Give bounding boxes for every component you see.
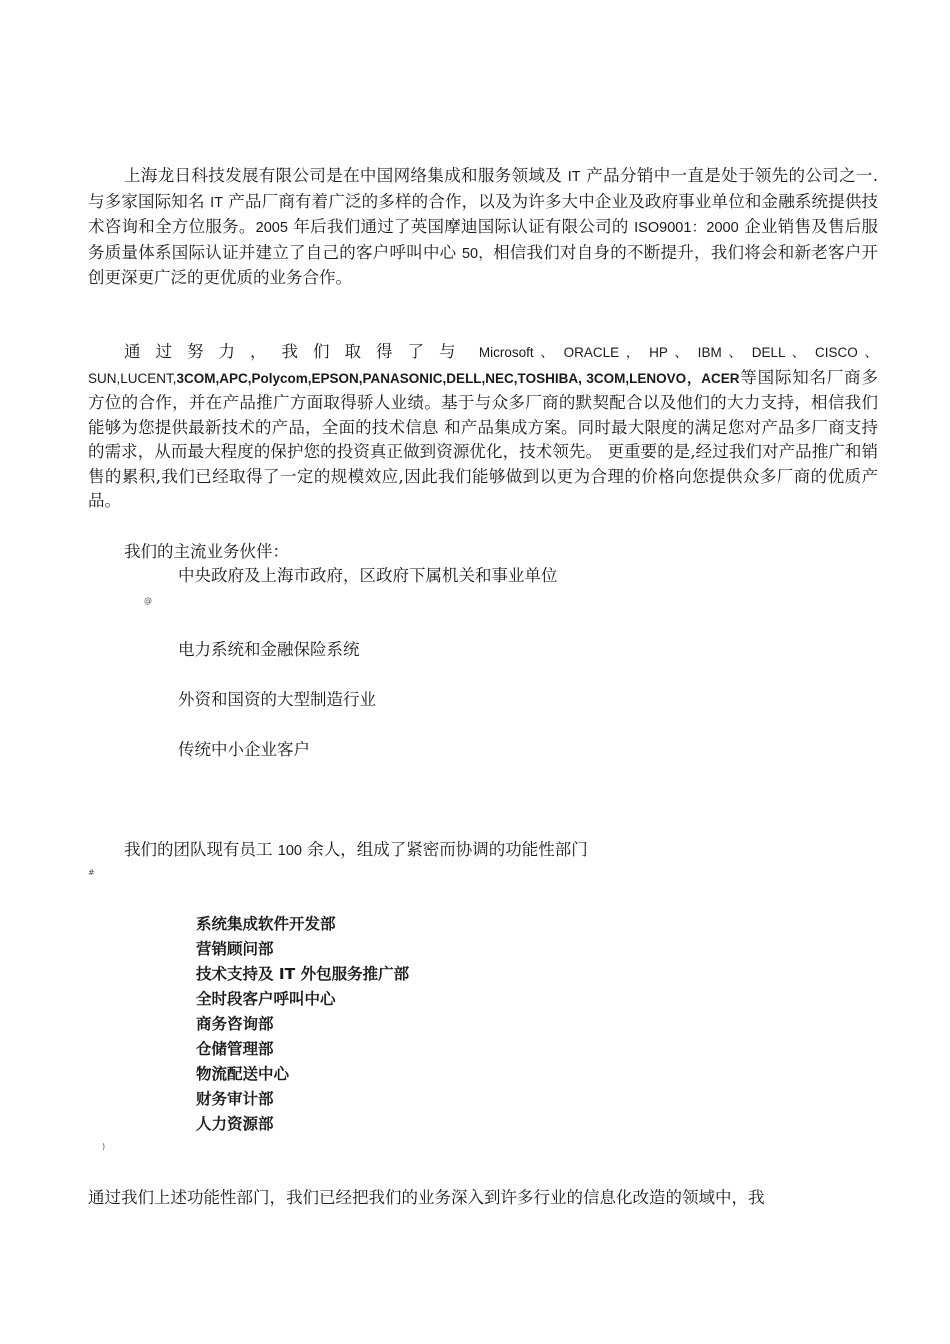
department-item: 技术支持及 IT 外包服务推广部 [196,965,410,983]
stray-mark: # [88,868,95,877]
department-item: 物流配送中心 [196,1065,290,1083]
department-item: 系统集成软件开发部 [196,915,336,933]
partners-paragraph [88,340,878,514]
mainstream-heading: 我们的主流业务伙伴： [124,542,289,561]
intro-it-2: IT [210,194,223,211]
intro-text-4: 年后我们通过了英国摩迪国际认证有限公司的 [293,217,629,236]
team-text-2: 余人，组成了紧密而协调的功能性部门 [307,840,588,859]
partner-item: 传统中小企业客户 [178,740,310,759]
intro-number: 50， [461,245,494,262]
intro-text-6: 相信我们对自身的不断提升，我们将会和新老客户开创更深更广泛的更优质的业务合作。 [88,242,878,287]
department-item: 仓储管理部 [196,1040,274,1058]
department-item: 人力资源部 [196,1115,274,1133]
department-item: 全时段客户呼叫中心 [196,990,336,1008]
team-line [124,838,588,863]
intro-iso: ISO9001：2000 [634,220,739,236]
stray-mark: ) [102,1142,106,1151]
team-text-1: 我们的团队现有员工 [124,840,273,859]
intro-paragraph [88,164,878,291]
intro-year: 2005 [255,220,288,236]
closing-line: 通过我们上述功能性部门，我们已经把我们的业务深入到许多行业的信息化改造的领域中，我 [88,1188,765,1207]
department-item: 营销顾问部 [196,940,274,958]
partners-rest: 等国际知名厂商多方位的合作，并在产品推广方面取得骄人业绩。基于与众多厂商的默契配合以及他们的大力支持，相信我们能够为您提供最新技术的产品，全面的技术信息 和产品集成方案。同时最大限度的满足您对产品多厂商支持的需求，从而最大程度的保护您的投资真正做到资源优化，技术领先。 更重要的是,经过我们对产品推广和销售的累积,我们已经取得了一定的规模效应,因此我们能够做到以更为合理的价格向您提供众多厂商的优质产品。 [88,367,878,510]
brands-bold: 3COM,APC,Polycom,EPSON,PANASONIC,DELL,NEC,TOSHIBA, 3COM,LENOVO，ACER [176,370,740,386]
intro-text-5: 企业销售及售后服务质量体系国际认证并建立了自己的客户呼叫中心 [88,217,879,262]
partner-item: 电力系统和金融保险系统 [178,640,360,659]
stray-mark: @ [144,596,152,605]
partner-item: 外资和国资的大型制造行业 [178,690,376,709]
team-number: 100 [277,843,302,859]
brands-regular: Microsoft 、 ORACLE ， HP 、 IBM 、 DELL 、 CISCO 、 SUN,LUCENT, [88,345,879,386]
partners-lead: 通过努力，我们取得了与 [124,342,471,361]
intro-text-1: 上海龙日科技发展有限公司是在中国网络集成和服务领域及 [124,166,563,185]
department-item: 商务咨询部 [196,1015,274,1033]
intro-text-2: 产品分销中一直是处于领先的公司之一.与多家国际知名 [88,166,879,211]
department-item: 财务审计部 [196,1090,274,1108]
intro-text-3: 产品厂商有着广泛的多样的合作，以及为许多大中企业及政府事业单位和金融系统提供技术咨询和全方位服务。 [88,191,879,236]
partner-item: 中央政府及上海市政府，区政府下属机关和事业单位 [178,566,558,585]
intro-it-1: IT [567,169,581,185]
